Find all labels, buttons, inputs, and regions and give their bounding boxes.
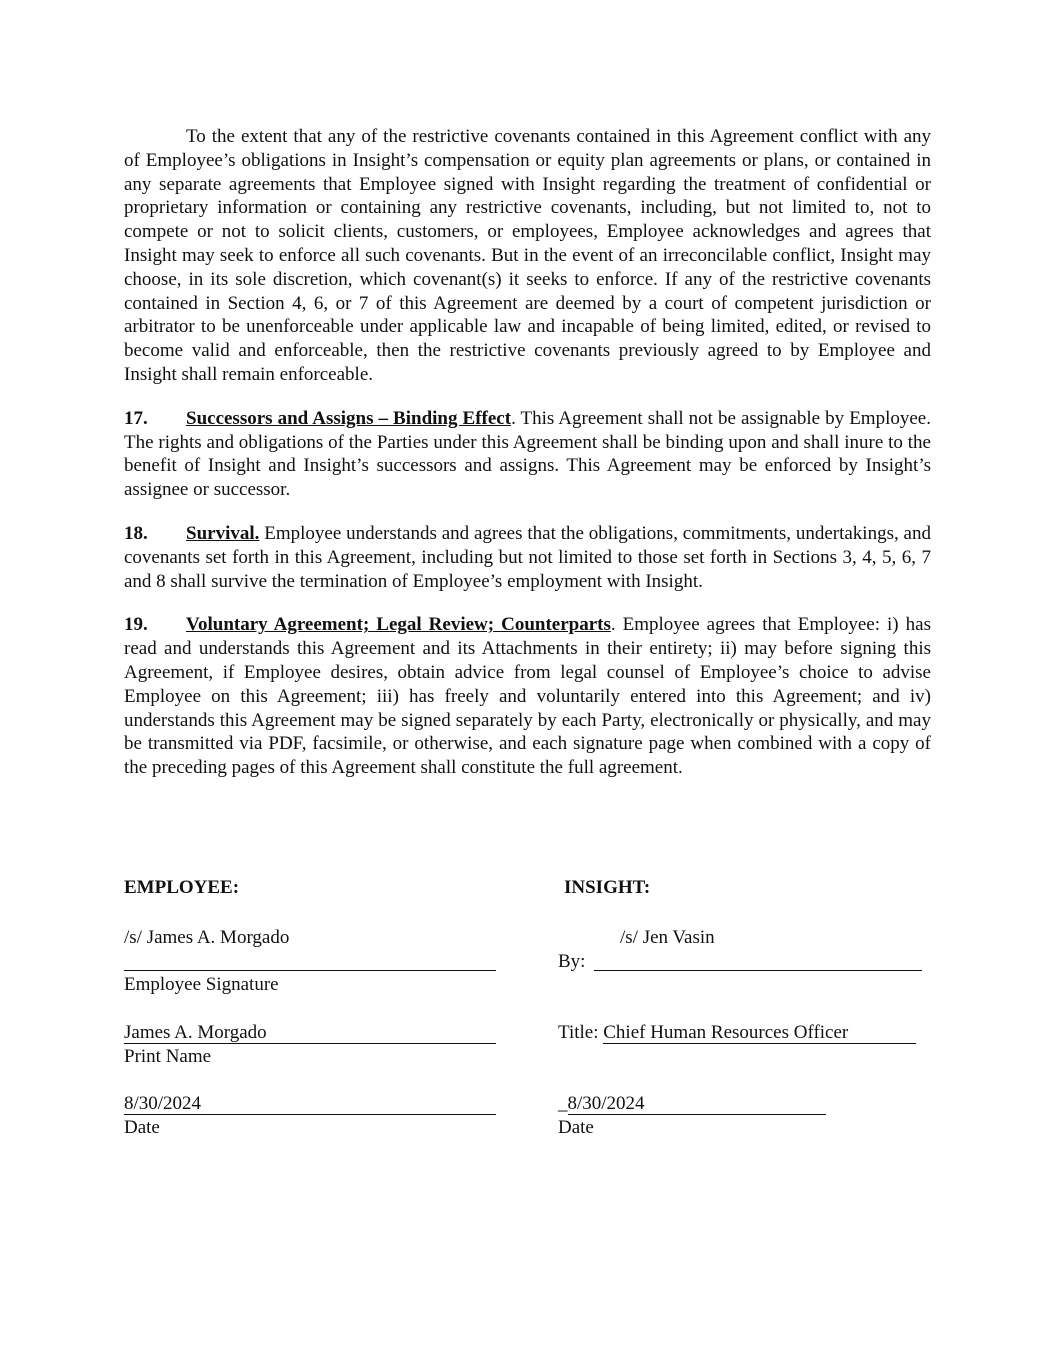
section-17-number: 17. bbox=[124, 407, 148, 429]
section-17-text: . This Agreement shall not be assignable by Employee. The rights and obligations of the Parties under this Agreement shall be binding upon and shall inure to the benefit of Insight and Insight’s successors and assigns. This Agreement may be enforced by Insight’s assignee or successor. bbox=[124, 407, 931, 501]
employee-print-name-label: Print Name bbox=[124, 1046, 212, 1067]
employee-signature-label: Employee Signature bbox=[124, 974, 279, 995]
section-17-heading: Successors and Assigns – Binding Effect bbox=[186, 407, 512, 429]
insight-signature: /s/ Jen Vasin bbox=[620, 927, 715, 948]
employee-signature: /s/ James A. Morgado bbox=[124, 927, 290, 948]
insight-date-prefix: _ bbox=[558, 1093, 568, 1114]
insight-heading: INSIGHT: bbox=[564, 877, 651, 898]
insight-signature-line bbox=[594, 970, 922, 971]
employee-print-name: James A. Morgado bbox=[124, 1022, 267, 1043]
insight-date: 8/30/2024 bbox=[568, 1093, 826, 1115]
employee-signature-line bbox=[124, 970, 496, 971]
employee-date-label: Date bbox=[124, 1117, 160, 1138]
section-19-number: 19. bbox=[124, 614, 148, 636]
employee-date-line bbox=[124, 1114, 496, 1115]
section-17 bbox=[124, 407, 931, 502]
section-19-text: . Employee agrees that Employee: i) has read and understands this Agreement and its Attachments in their entirety; ii) may before signing this Agreement, if Employee desires, obtain advice from legal counsel of Employee’s choice to advise Employee on this Agreement; iii) has freely and voluntarily entered into this Agreement; and iv) understands this Agreement may be signed separately by each Party, electronically or physically, and may be transmitted via PDF, facsimile, or otherwise, and each signature page when combined with a copy of the preceding pages of this Agreement shall constitute the full agreement. bbox=[124, 614, 931, 779]
agreement-body bbox=[124, 125, 931, 780]
section-18 bbox=[124, 522, 931, 593]
section-18-text: Employee understands and agrees that the obligations, commitments, undertakings, and covenants set forth in this Agreement, including but not limited to those set forth in Sections 3, 4, 5, 6, 7 and 8 shall survive the termination of Employee’s employment with Insight. bbox=[124, 522, 931, 592]
insight-title-row bbox=[558, 1021, 916, 1045]
employee-print-name-line bbox=[124, 1043, 496, 1044]
signature-block bbox=[124, 876, 931, 1156]
insight-date-label: Date bbox=[558, 1117, 594, 1138]
insight-by-label: By: bbox=[558, 951, 586, 972]
insight-date-row bbox=[558, 1092, 826, 1116]
insight-title-label: Title: bbox=[558, 1022, 599, 1043]
section-18-heading: Survival. bbox=[186, 522, 260, 544]
employee-date: 8/30/2024 bbox=[124, 1093, 202, 1114]
section-19 bbox=[124, 613, 931, 780]
insight-title-value: Chief Human Resources Officer bbox=[603, 1022, 916, 1044]
paragraph-restrictive-covenants: To the extent that any of the restrictive covenants contained in this Agreement conflict with any of Employee’s obligations in Insight’s compensation or equity plan agreements or plans, or contained in any separate agreements that Employee signed with Insight regarding the treatment of confidential or proprietary information or containing any restrictive covenants, including, but not limited to, not to compete or not to solicit clients, customers, or employees, Employee acknowledges and agrees that Insight may seek to enforce all such covenants. But in the event of an irreconcilable conflict, Insight may choose, in its sole discretion, which covenant(s) it seeks to enforce. If any of the restrictive covenants contained in Section 4, 6, or 7 of this Agreement are deemed by a court of competent jurisdiction or arbitrator to be unenforceable under applicable law and incapable of being limited, edited, or revised to become valid and enforceable, then the restrictive covenants previously agreed to by Employee and Insight shall remain enforceable. bbox=[124, 126, 931, 385]
employee-heading: EMPLOYEE: bbox=[124, 877, 240, 898]
section-18-number: 18. bbox=[124, 522, 148, 544]
section-19-heading: Voluntary Agreement; Legal Review; Counterparts bbox=[186, 614, 611, 636]
